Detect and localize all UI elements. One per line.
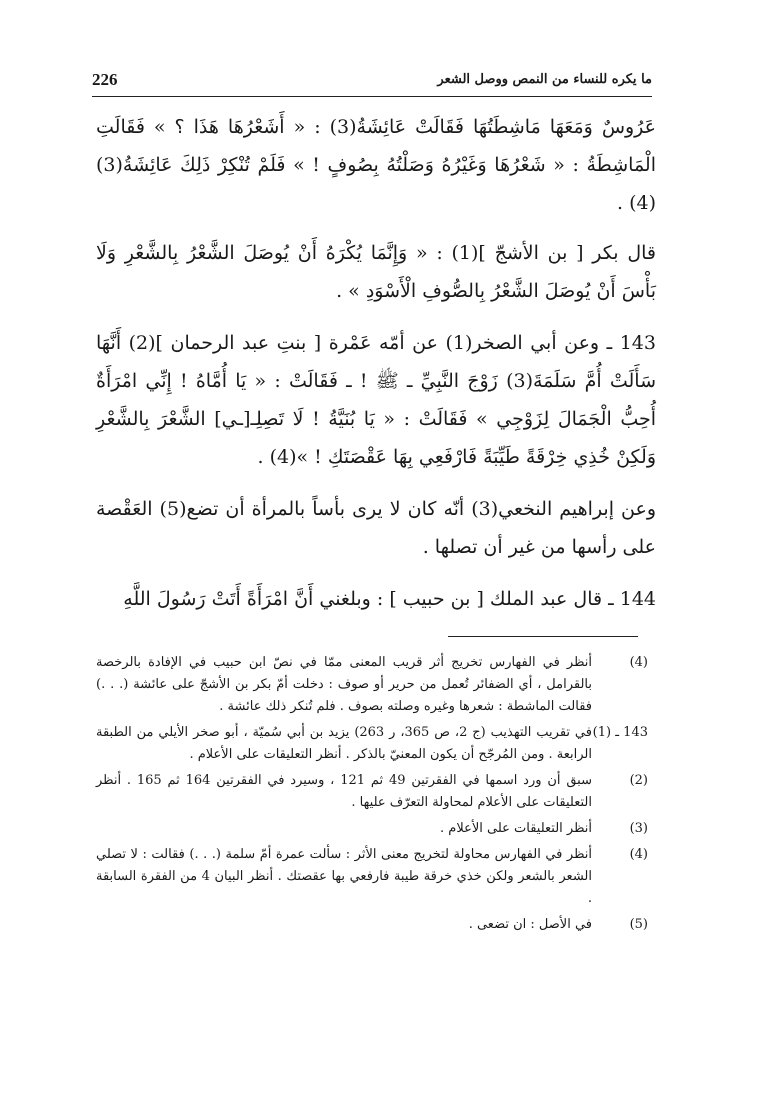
footnote-text: أنظر التعليقات على الأعلام . — [440, 821, 592, 836]
paragraph-ibrahim-nakhai: وعن إبراهيم النخعي(3) أنّه كان لا يرى بأساً بالمرأة أن تضع(5) العَقْصة على رأسها من غير أن تصلها . — [96, 498, 657, 558]
paragraph-aisha-bride: عَرُوسٌ وَمَعَهَا مَاشِطَتُهَا فَقَالَتْ عَائِشَةُ(3) : « أَشَعْرُهَا هَذَا ؟ » فَقَالَتِ الْمَاشِطَةُ : « شَعْرُهَا وَغَيْرُهُ وَصَلْتُهُ بِصُوفٍ ! » فَلَمْ تُنْكِرْ ذَلِكَ عَائِشَةُ(3)(4) . — [96, 116, 657, 214]
footnote-item — [96, 770, 648, 814]
footnote-mark: (3) — [629, 821, 648, 836]
paragraph-143: 143 ـ وعن أبي الصخر(1) عن أمّه عَمْرة [ بنتِ عبد الرحمان ](2) أَنَّهَا سَأَلَتْ أُمَّ سَلَمَةَ(3) زَوْجَ النَّبِيِّ ـ ﷺ ! ـ فَقَالَتْ : « يَا أُمَّاهُ ! إِنِّي امْرَأَةٌ أُحِبُّ الْجَمَالَ لِزَوْجِي » فَقَالَتْ : « يَا بُنَيَّةُ ! لَا تَصِلِـ[ـي] الشَّعْرَ بِالشَّعْرِ وَلَكِنْ خُذِي خِرْقَةً طَيِّبَةً فَارْفَعِي بِهَا عَقْصَتَكِ ! »(4) . — [96, 332, 656, 468]
footnotes — [96, 652, 648, 940]
paragraph-bakr-ibn-al-ashajj: قال بكر [ بن الأشجّ ](1) : « وَإِنَّمَا يُكْرَهُ أَنْ يُوصَلَ الشَّعْرُ بِالشَّعْرِ وَلَا بَأْسَ أَنْ يُوصَلَ الشَّعْرُ بِالصُّوفِ الْأَسْوَدِ » . — [96, 242, 656, 302]
footnote-text: في الأصل : ان تضعى . — [468, 917, 592, 932]
footnote-item — [96, 722, 648, 766]
footnote-item — [96, 652, 648, 718]
page-header — [92, 70, 652, 97]
paragraph-144: 144 ـ قال عبد الملك [ بن حبيب ] : وبلغني أَنَّ امْرَأَةً أَتَتْ رَسُولَ اللَّهِ — [123, 588, 656, 610]
footnote-divider — [448, 636, 638, 637]
footnote-item — [96, 818, 648, 840]
footnote-mark: (4) — [629, 847, 648, 862]
page-number: 226 — [92, 70, 118, 89]
running-title: ما يكره للنساء من النمص ووصل الشعر — [437, 72, 652, 87]
footnote-mark: (5) — [629, 917, 648, 932]
footnote-text: أنظر في الفهارس محاولة لتخريج معنى الأثر : سألت عمرة أمّ سلمة (. . .) فقالت : لا تصلي الشعر بالشعر ولكن خذي خرقة طيبة فارفعي بها عقصتك . أنظر البيان 4 من الفقرة السابقة . — [96, 847, 592, 906]
main-text — [96, 108, 656, 632]
footnote-item — [96, 914, 648, 936]
footnote-item — [96, 844, 648, 910]
footnote-mark: (4) — [629, 655, 648, 670]
footnote-text: سبق أن ورد اسمها في الفقرتين 49 ثم 121 ، وسيرد في الفقرتين 164 ثم 165 . أنظر التعليقات على الأعلام لمحاولة التعرّف عليها . — [96, 773, 592, 810]
footnote-text: في تقريب التهذيب (ج 2، ص 365، ر 263) يزيد بن أبي سُميّة ، أبو صخر الأيلي من الطبقة الرابعة . ومن المُرجّح أن يكون المعنيّ بالذكر . أنظر التعليقات على الأعلام . — [96, 725, 592, 762]
footnote-mark: 143 ـ (1) — [592, 725, 648, 740]
footnote-mark: (2) — [629, 773, 648, 788]
footnote-text: أنظر في الفهارس تخريج أثر قريب المعنى ممّا في نصّ ابن حبيب في الإفادة بالرخصة بالقرامل ، أي الضفائر تُعمل من حرير أو صوف : دخلت أمّ بكر بن الأشجّ على عائشة (. . .) فقالت الماشطة : شعرها وغيره وصلته بصوف . فلم تُنكر ذلك عائشة . — [96, 655, 592, 714]
